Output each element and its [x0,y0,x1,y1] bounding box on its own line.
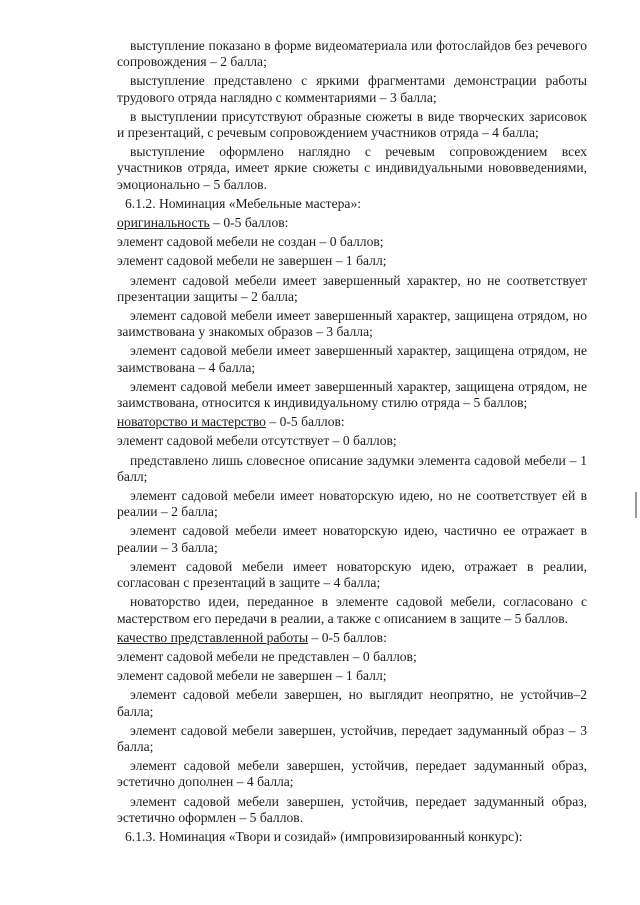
paragraph: элемент садовой мебели завершен, устойчив, передает задуманный образ, эстетично дополнен – 4 балла; [117,758,587,790]
paragraph: элемент садовой мебели имеет новаторскую идею, отражает в реалии, согласован с презентаций в защите – 4 балла; [117,558,587,591]
section-heading: 6.1.3. Номинация «Твори и созидай» (импровизированный конкурс): [125,828,523,844]
paragraph: представлено лишь словесное описание задумки элемента садовой мебели – 1 балл; [117,452,587,484]
criterion-heading [117,414,587,430]
paragraph: элемент садовой мебели завершен, но выглядит неопрятно, не устойчив–2 балла; [117,687,587,719]
document-body [117,38,587,848]
paragraph: выступление оформлено наглядно с речевым сопровождением всех участников отряда, имеет яркие сюжеты с индивидуальными нововведениями, эмоционально – 5 баллов. [117,144,587,192]
scan-edge-mark [635,492,637,518]
paragraph: элемент садовой мебели завершен, устойчив, передает задуманный образ – 3 балла; [117,722,587,754]
paragraph: элемент садовой мебели не создан – 0 баллов; [117,234,384,250]
paragraph: элемент садовой мебели не завершен – 1 балл; [117,668,387,684]
paragraph: элемент садовой мебели не представлен – 0 баллов; [117,648,417,664]
paragraph: элемент садовой мебели имеет новаторскую идею, но не соответствует ей в реалии – 2 балла; [117,488,587,520]
paragraph: элемент садовой мебели отсутствует – 0 баллов; [117,433,397,449]
criterion-range: – 0-5 баллов: [265,414,345,430]
paragraph: выступление представлено с яркими фрагментами демонстрации работы трудового отряда наглядно с комментариями – 3 балла; [117,73,587,105]
paragraph: новаторство идеи, переданное в элементе садовой мебели, согласовано с мастерством его передачи в реалии, а также с описанием в защите – 5 баллов. [117,594,587,626]
criterion-title: новаторство и мастерство [117,414,266,430]
paragraph: выступление показано в форме видеоматериала или фотослайдов без речевого сопровождения – 2 балла; [117,38,587,70]
criterion-title: качество представленной работы [117,629,309,645]
paragraph: элемент садовой мебели завершен, устойчив, передает задуманный образ, эстетично оформлен – 5 баллов. [117,793,587,825]
criterion-range: – 0-5 баллов: [308,629,387,645]
paragraph: в выступлении присутствуют образные сюжеты в виде творческих зарисовок и презентаций, с речевым сопровождением участников отряда – 4 балла; [117,108,587,141]
section-heading: 6.1.2. Номинация «Мебельные мастера»: [125,195,362,211]
paragraph: элемент садовой мебели имеет завершенный характер, защищена отрядом, но заимствована у знакомых образов – 3 балла; [117,308,587,340]
criterion-range: – 0-5 баллов: [209,215,289,231]
criterion-heading [117,215,587,231]
paragraph: элемент садовой мебели имеет завершенный характер, защищена отрядом, не заимствована, относится к индивидуальному стилю отряда – 5 баллов; [117,378,587,411]
paragraph: элемент садовой мебели не завершен – 1 балл; [117,253,387,269]
paragraph: элемент садовой мебели имеет новаторскую идею, частично ее отражает в реалии – 3 балла; [117,523,587,555]
criterion-title: оригинальность [117,215,210,231]
paragraph: элемент садовой мебели имеет завершенный характер, но не соответствует презентации защиты – 2 балла; [117,272,587,304]
criterion-heading [117,630,587,646]
paragraph: элемент садовой мебели имеет завершенный характер, защищена отрядом, не заимствована – 4 балла; [117,343,587,375]
